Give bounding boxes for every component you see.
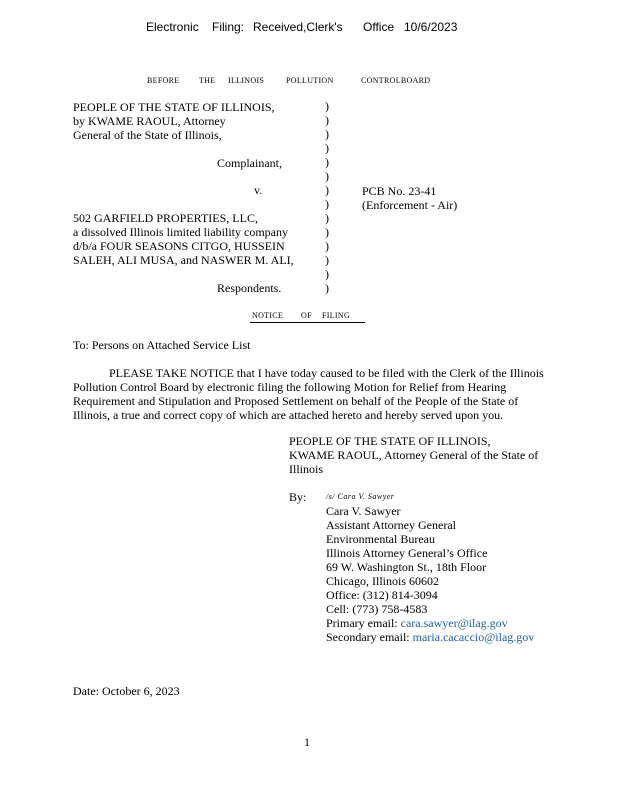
caption-paren: ) (325, 141, 329, 155)
caption-paren: ) (325, 225, 329, 239)
case-type: (Enforcement - Air) (362, 198, 458, 212)
board-title-word: THE (199, 76, 216, 85)
signature-party (289, 434, 538, 476)
respondents-label: Respondents. (217, 281, 282, 295)
attorney-contact (326, 504, 534, 644)
notice-title-underline (250, 322, 365, 323)
stamp-word: Electronic (146, 20, 199, 34)
body-line: Illinois, a true and correct copy of which are attached hereto and hereby served upon you. (73, 408, 504, 422)
caption-paren: ) (325, 267, 329, 281)
stamp-word: Received,Clerk's (253, 20, 343, 34)
primary-email-row (326, 616, 534, 630)
primary-email-label: Primary email: (326, 616, 398, 630)
by-label: By: (289, 490, 307, 504)
filing-stamp (0, 20, 618, 36)
caption-plaintiff (73, 100, 275, 142)
to-line: To: Persons on Attached Service List (73, 338, 251, 352)
secondary-email-label: Secondary email: (326, 630, 410, 644)
board-title-word: CONTROLBOARD (361, 76, 431, 85)
caption-paren: ) (325, 211, 329, 225)
caption-paren: ) (325, 253, 329, 267)
stamp-date: 10/6/2023 (404, 20, 458, 34)
caption-line: 502 GARFIELD PROPERTIES, LLC, (73, 211, 258, 225)
notice-body (73, 366, 593, 422)
contact-line: 69 W. Washington St., 18th Floor (326, 560, 487, 574)
caption-line: SALEH, ALI MUSA, and NASWER M. ALI, (73, 253, 294, 267)
caption-line: by KWAME RAOUL, Attorney (73, 114, 226, 128)
caption-line: General of the State of Illinois, (73, 128, 222, 142)
body-line: Pollution Control Board by electronic filing the following Motion for Relief from Hearing (73, 380, 507, 394)
caption-paren: ) (325, 127, 329, 141)
caption-line: a dissolved Illinois limited liability company (73, 225, 288, 239)
page-number: 1 (304, 735, 310, 749)
contact-line: Illinois Attorney General’s Office (326, 546, 488, 560)
complainant-label: Complainant, (217, 156, 282, 170)
contact-line: Cell: (773) 758-4583 (326, 602, 428, 616)
board-title-word: ILLINOIS (228, 76, 265, 85)
caption-paren: ) (325, 239, 329, 253)
notice-title-word: OF (301, 311, 312, 320)
contact-line: Office: (312) 814-3094 (326, 588, 438, 602)
primary-email-link[interactable]: cara.sawyer@ilag.gov (400, 616, 508, 630)
contact-line: Cara V. Sawyer (326, 504, 401, 518)
board-title (0, 76, 618, 86)
body-line: Requirement and Stipulation and Proposed Settlement on behalf of the People of the State of (73, 394, 519, 408)
caption-paren: ) (325, 281, 329, 295)
case-number: PCB No. 23-41 (362, 184, 437, 198)
caption-line: PEOPLE OF THE STATE OF ILLINOIS, (73, 100, 275, 114)
secondary-email-link[interactable]: maria.cacaccio@ilag.gov (412, 630, 535, 644)
caption-line: d/b/a FOUR SEASONS CITGO, HUSSEIN (73, 239, 285, 253)
caption-paren: ) (325, 113, 329, 127)
party-line: PEOPLE OF THE STATE OF ILLINOIS, (289, 434, 491, 448)
stamp-word: Filing: (212, 20, 245, 34)
case-info (362, 184, 457, 212)
contact-line: Environmental Bureau (326, 532, 435, 546)
date-line: Date: October 6, 2023 (73, 684, 180, 698)
caption-paren: ) (325, 183, 329, 197)
party-line: KWAME RAOUL, Attorney General of the State of (289, 448, 539, 462)
stamp-word: Office (363, 20, 395, 34)
secondary-email-row (326, 630, 534, 644)
caption-paren: ) (325, 99, 329, 113)
contact-line: Assistant Attorney General (326, 518, 456, 532)
caption-paren: ) (325, 169, 329, 183)
board-title-word: BEFORE (147, 76, 180, 85)
caption-defendants (73, 211, 294, 267)
caption-paren: ) (325, 197, 329, 211)
board-title-word: POLLUTION (286, 76, 334, 85)
contact-line: Chicago, Illinois 60602 (326, 574, 439, 588)
e-signature: /s/ Cara V. Sawyer (326, 492, 395, 501)
party-line: Illinois (289, 462, 324, 476)
versus-label: v. (254, 183, 263, 197)
notice-title (0, 311, 618, 323)
notice-title-word: NOTICE (252, 311, 284, 320)
body-line: PLEASE TAKE NOTICE that I have today caused to be filed with the Clerk of the Illinois (109, 366, 544, 380)
notice-title-word: FILING (322, 311, 351, 320)
caption-paren: ) (325, 155, 329, 169)
